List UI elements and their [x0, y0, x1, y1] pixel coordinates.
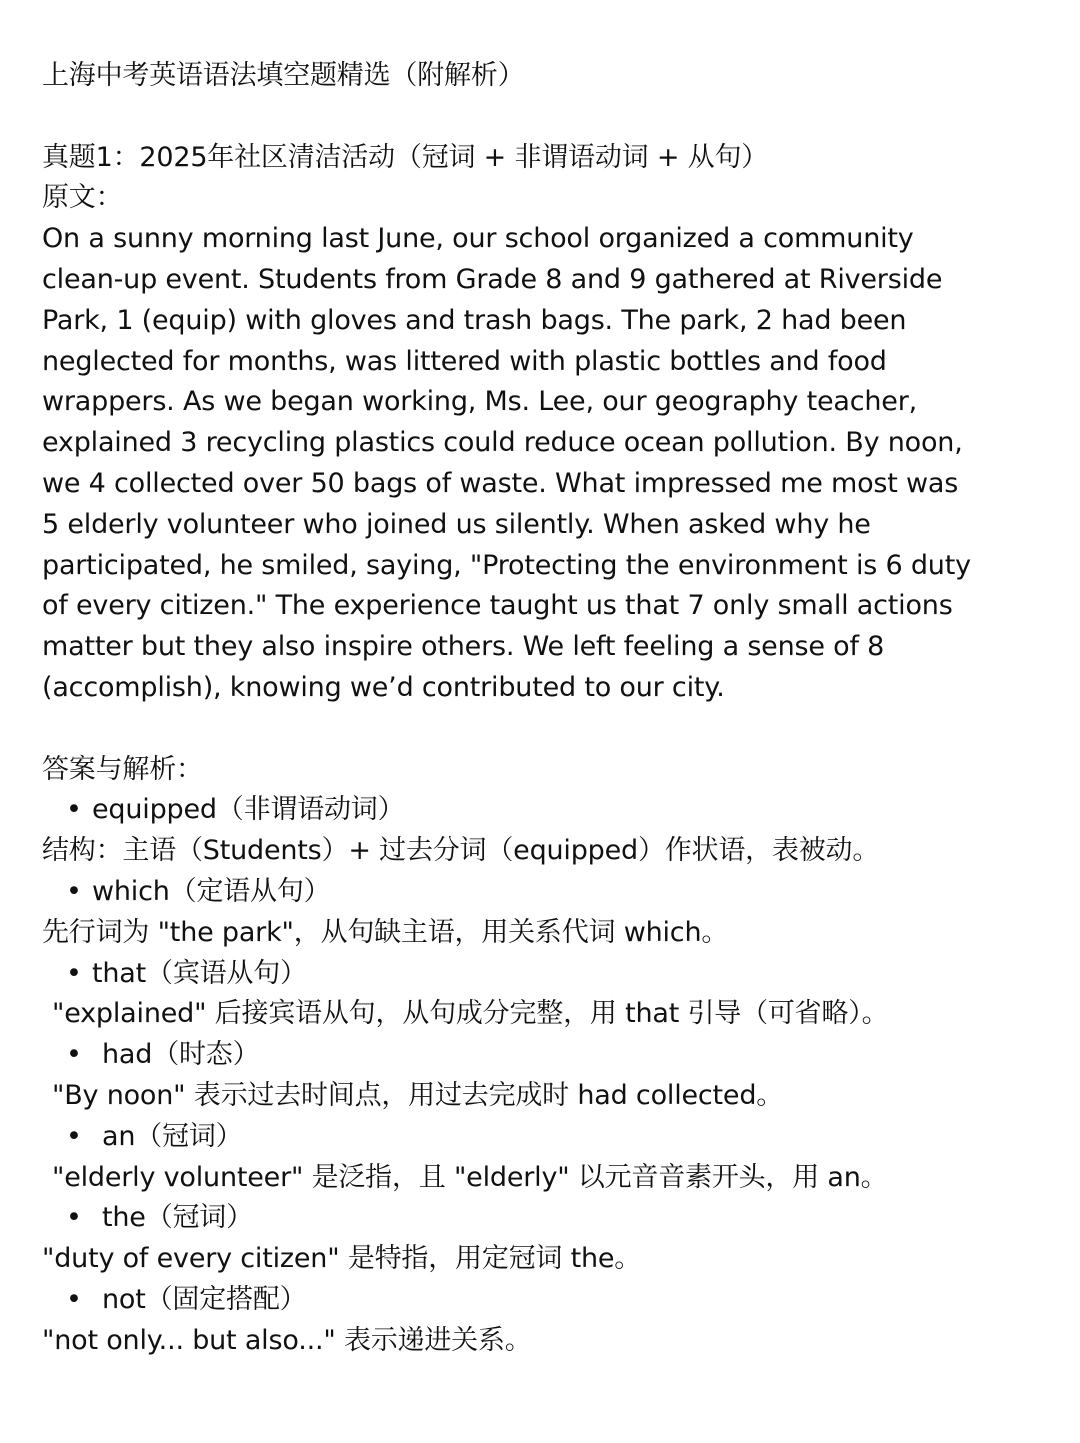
- bullet-icon: •: [66, 957, 82, 989]
- answers-label: 答案与解析：: [42, 753, 203, 785]
- passage-line: we 4 collected over 50 bags of waste. What impressed me most was: [42, 467, 959, 499]
- original-label: 原文：: [42, 182, 123, 214]
- passage-line: On a sunny morning last June, our school organized a community: [42, 223, 914, 255]
- spacer: [42, 709, 1042, 750]
- spacer: [42, 97, 1042, 138]
- bullet-icon: •: [66, 1039, 82, 1071]
- passage-line: wrappers. As we began working, Ms. Lee, our geography teacher,: [42, 386, 917, 418]
- answer-explanation: "not only... but also..." 表示递进关系。: [42, 1324, 532, 1356]
- answer-explanation: "explained" 后接宾语从句，从句成分完整，用 that 引导（可省略）。: [52, 998, 889, 1030]
- passage-line: of every citizen." The experience taught us that 7 only small actions: [42, 590, 953, 622]
- answer-text: equipped（非谓语动词）: [92, 794, 405, 826]
- answer-item: [42, 954, 1042, 995]
- bullet-icon: •: [66, 1120, 82, 1152]
- answer-text: not（固定搭配）: [102, 1283, 307, 1315]
- answer-explanation: 先行词为 "the park"，从句缺主语，用关系代词 which。: [42, 916, 729, 948]
- answer-text: the（冠词）: [102, 1202, 253, 1234]
- passage-line: clean-up event. Students from Grade 8 and 9 gathered at Riverside: [42, 263, 943, 295]
- bullet-icon: •: [66, 794, 82, 826]
- section-title: 真题1：2025年社区清洁活动（冠词 + 非谓语动词 + 从句）: [42, 141, 769, 173]
- bullet-icon: •: [66, 1202, 82, 1234]
- answer-text: which（定语从句）: [92, 875, 331, 907]
- answer-text: had（时态）: [102, 1039, 260, 1071]
- bullet-icon: •: [66, 1283, 82, 1315]
- passage-line: neglected for months, was littered with plastic bottles and food: [42, 345, 887, 377]
- passage-line: explained 3 recycling plastics could reduce ocean pollution. By noon,: [42, 427, 963, 459]
- passage-line: 5 elderly volunteer who joined us silently. When asked why he: [42, 508, 871, 540]
- answer-item: [42, 1198, 1042, 1239]
- passage-line: (accomplish), knowing we’d contributed to our city.: [42, 671, 725, 703]
- passage-line: matter but they also inspire others. We left feeling a sense of 8: [42, 631, 885, 663]
- answer-item: [42, 1117, 1042, 1158]
- answer-item: [42, 1035, 1042, 1076]
- passage: [42, 219, 1042, 709]
- answer-item: [42, 872, 1042, 913]
- answer-explanation: "duty of every citizen" 是特指，用定冠词 the。: [42, 1243, 642, 1275]
- answer-explanation: 结构：主语（Students）+ 过去分词（equipped）作状语，表被动。: [42, 835, 880, 867]
- bullet-icon: •: [66, 875, 82, 907]
- answer-item: [42, 790, 1042, 831]
- answer-item: [42, 1280, 1042, 1321]
- passage-line: Park, 1 (equip) with gloves and trash bags. The park, 2 had been: [42, 304, 907, 336]
- answer-text: that（宾语从句）: [92, 957, 307, 989]
- answer-explanation: "By noon" 表示过去时间点，用过去完成时 had collected。: [52, 1079, 784, 1111]
- document-page: [42, 56, 1042, 1362]
- document-title: 上海中考英语语法填空题精选（附解析）: [42, 60, 525, 91]
- answer-explanation: "elderly volunteer" 是泛指，且 "elderly" 以元音音素开头，用 an。: [52, 1161, 888, 1193]
- answer-text: an（冠词）: [102, 1120, 243, 1152]
- passage-line: participated, he smiled, saying, "Protecting the environment is 6 duty: [42, 549, 971, 581]
- answers-list: [42, 790, 1042, 1361]
